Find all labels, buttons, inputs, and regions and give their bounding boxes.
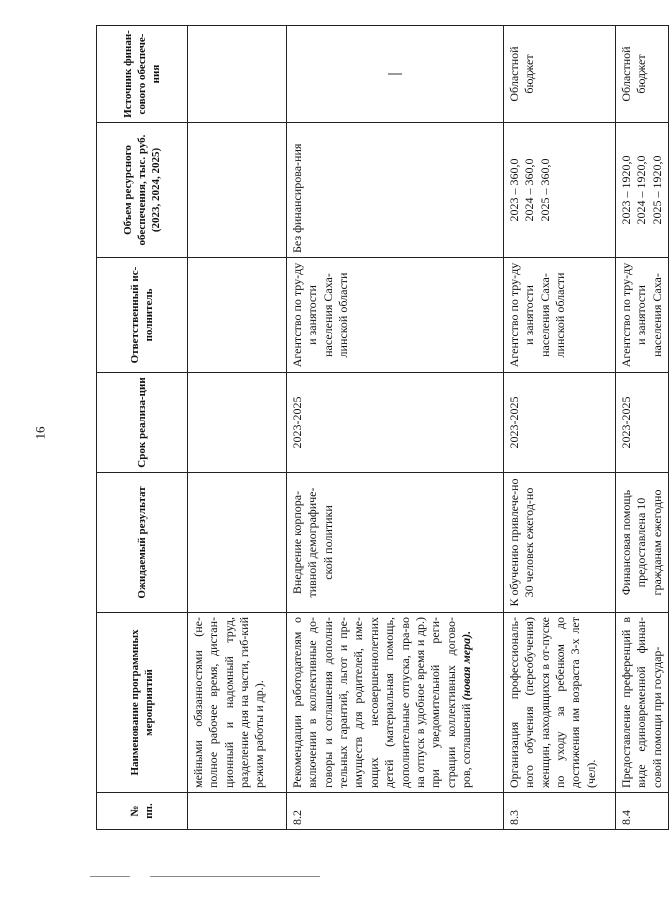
row-volume: Без финансирова-ния (287, 123, 504, 258)
row-term: 2023-2025 (287, 373, 504, 473)
header-volume: Объем ресурсного обеспечения, тыс. руб. (2023, 2024, 2025) (97, 123, 188, 258)
volume-line: 2024 – 360,0 (522, 158, 537, 222)
row-executor: Агентство по тру-ду и занятости населения Саха-линской области (504, 258, 616, 373)
volume-line: 2024 – 1920,0 (634, 155, 649, 225)
table-row (188, 26, 287, 830)
row-volume (504, 123, 616, 258)
header-result: Ожидаемый результат (97, 473, 188, 613)
table-header-row (97, 26, 188, 830)
row-result: Финансовая помощь предоставлена 10 гражданам ежегодно (616, 473, 669, 613)
row-name: мейными обязанностями (не-полное рабочее время, дистан-ционный и надомный труд, разделение дня на части, гиб-кий режим работы и др.). (188, 613, 287, 793)
scan-artifact (90, 876, 130, 877)
table-container (96, 25, 664, 830)
row-source (287, 26, 504, 123)
row-source (188, 26, 287, 123)
row-executor (188, 258, 287, 373)
row-volume (616, 123, 669, 258)
row-num (188, 793, 287, 830)
dash-mark (388, 74, 402, 75)
row-term (188, 373, 287, 473)
table-row (616, 26, 669, 830)
volume-line: 2023 – 1920,0 (619, 155, 633, 225)
row-source: Областной бюджет (504, 26, 616, 123)
row-result (188, 473, 287, 613)
table-row (504, 26, 616, 830)
program-table (96, 25, 669, 830)
new-measure-note: (новая мера). (458, 630, 473, 701)
row-num: 8.2 (287, 793, 504, 830)
header-source: Источник финан-сового обеспече-ния (97, 26, 188, 123)
row-num: 8.3 (504, 793, 616, 830)
row-volume (188, 123, 287, 258)
row-source: Областной бюджет (616, 26, 669, 123)
row-executor: Агентство по тру-ду и занятости населения Саха-линской области (287, 258, 504, 373)
row-name-text: Рекомендации работодателям о включении в коллективные до-говоры и соглашения дополни-тельных гарантий, льгот и пре-имуществ для родителей, име-ющих несовершеннолетних детей (материальная помощь, дополнительные отпуска, пра-во на отпуск в удобное время и др.) при уведомительной реги-страции коллективных догово-ров, соглашений (290, 617, 473, 788)
row-result: Внедрение корпора-тивной демографиче-ской политики (287, 473, 504, 613)
volume-line: 2025 – 1920,0 (649, 155, 664, 225)
header-term: Срок реализа-ции (97, 373, 188, 473)
row-name: Предоставление преференций в виде единовременной финан-совой помощи при государ- (616, 613, 669, 793)
row-term: 2023-2025 (504, 373, 616, 473)
table-row (287, 26, 504, 830)
row-name: Организация профессиональ-ного обучения (переобучения) женщин, находящихся в от-пуске по уходу за ребенком до достижения им возраста 3-х лет (чел). (504, 613, 616, 793)
row-executor: Агентство по тру-ду и занятости населения Саха- (616, 258, 669, 373)
row-result: К обучению привлече-но 30 человек ежегод-но (504, 473, 616, 613)
row-term: 2023-2025 (616, 373, 669, 473)
header-num: № пп. (97, 793, 188, 830)
volume-line: 2023 – 360,0 (507, 158, 521, 222)
row-name (287, 613, 504, 793)
scan-artifact (150, 876, 320, 877)
header-executor: Ответственный ис-полнитель (97, 258, 188, 373)
volume-line: 2025 – 360,0 (537, 158, 552, 222)
header-name: Наименование программных мероприятий (97, 613, 188, 793)
row-num: 8.4 (616, 793, 669, 830)
page-number: 16 (32, 426, 48, 440)
